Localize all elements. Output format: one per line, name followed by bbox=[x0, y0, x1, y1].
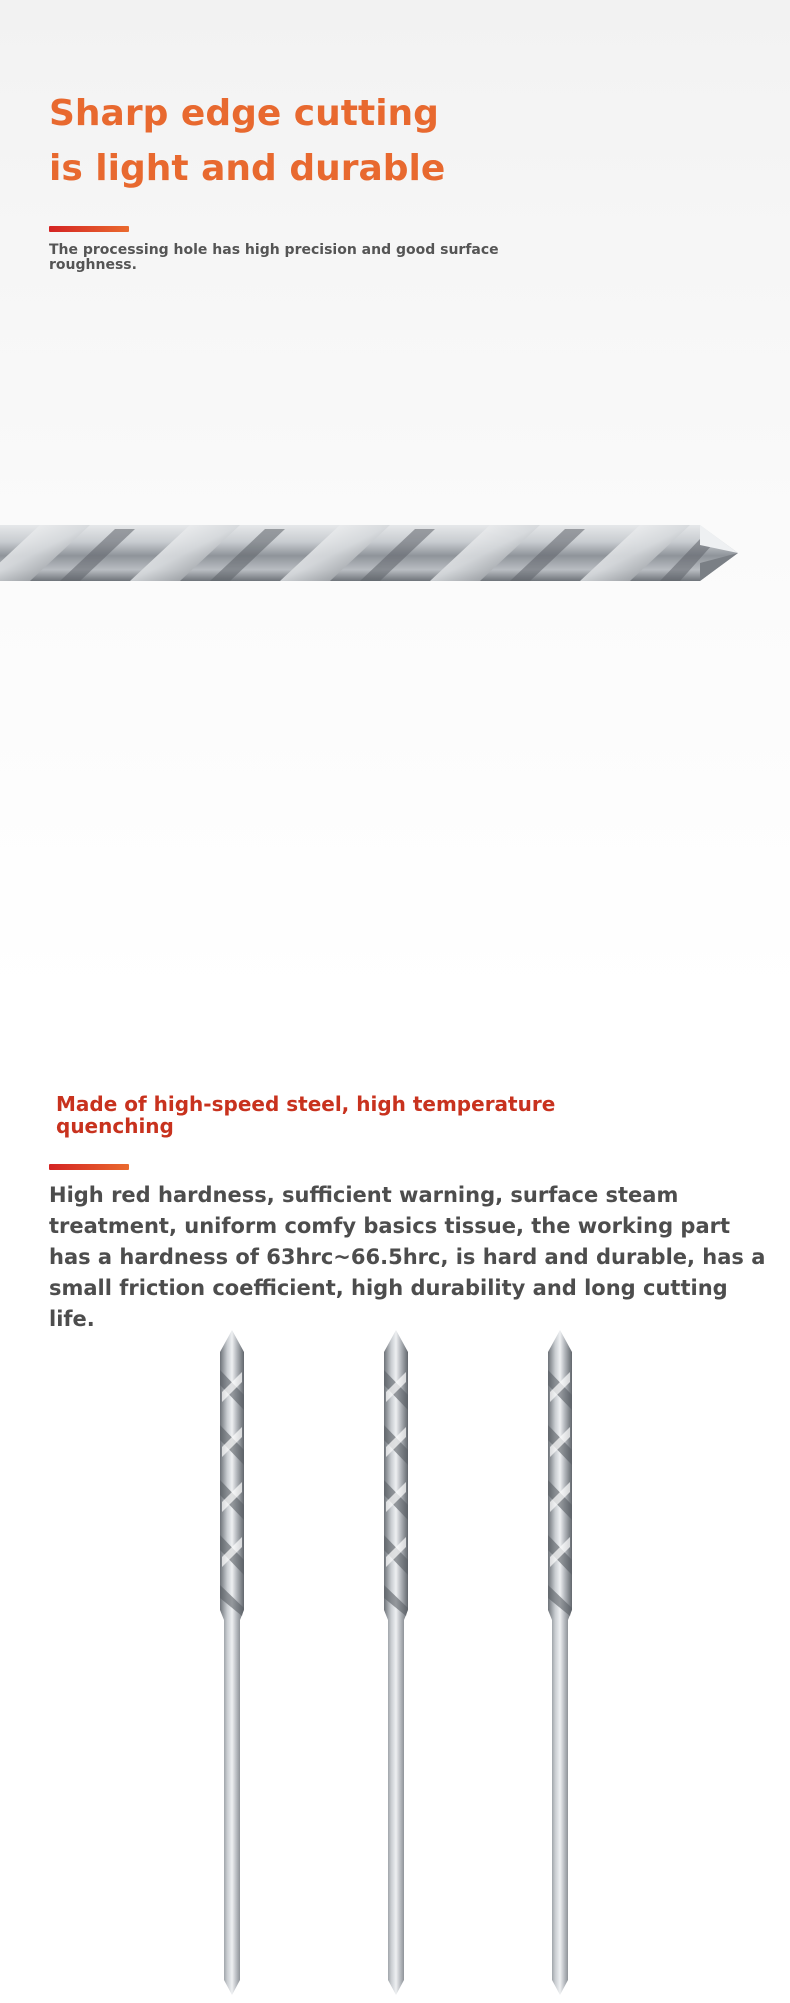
feature-section bbox=[0, 1000, 790, 2003]
hero-headline bbox=[49, 86, 569, 196]
drill-bit-vertical-image bbox=[376, 1330, 416, 1995]
hero-headline-line-1: Sharp edge cutting bbox=[49, 93, 439, 134]
accent-divider bbox=[49, 226, 129, 232]
feature-description: High red hardness, sufficient warning, surface steam treatment, uniform comfy basics tissue, the working part has a hardness of 63hrc~66.5hrc, is hard and durable, has a small friction coefficient, high durability and long cutting life. bbox=[49, 1183, 766, 1331]
hero-headline-line-2: is light and durable bbox=[49, 148, 446, 189]
accent-divider bbox=[49, 1164, 129, 1170]
hero-section bbox=[0, 0, 790, 1000]
hero-subtitle: The processing hole has high precision and good surface roughness. bbox=[49, 242, 499, 273]
drill-bit-vertical-image bbox=[540, 1330, 580, 1995]
drill-bit-vertical-image bbox=[212, 1330, 252, 1995]
drill-bit-horizontal-image bbox=[0, 515, 740, 595]
feature-title: Made of high-speed steel, high temperature quenching bbox=[56, 1092, 556, 1138]
